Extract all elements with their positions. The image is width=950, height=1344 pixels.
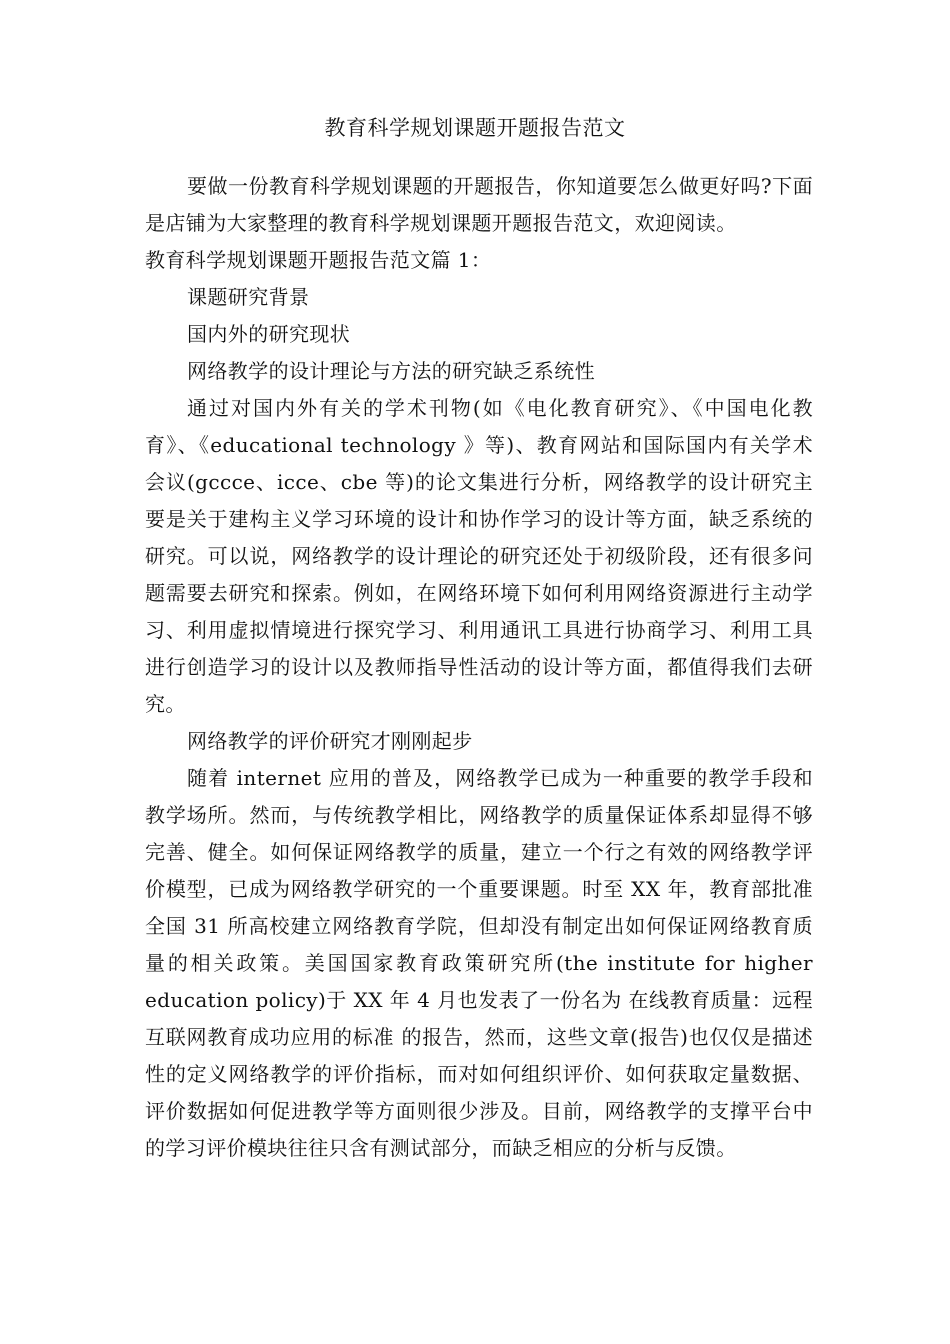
- paragraph-background-heading: 课题研究背景: [187, 285, 310, 309]
- paragraph-evaluation-heading: 网络教学的评价研究才刚刚起步: [187, 729, 473, 753]
- document-title: 教育科学规划课题开题报告范文: [324, 116, 626, 140]
- paragraph-evaluation-body: 随着 internet 应用的普及，网络教学已成为一种重要的教学手段和教学场所。然而，与传统教学相比，网络教学的质量保证体系却显得不够完善、健全。如何保证网络教学的质量，建立一个行之有效的网络教学评价模型，已成为网络教学研究的一个重要课题。时至 XX 年，教育部批准全国 31 所高校建立网络教育学院，但却没有制定出如何保证网络教育质量的相关政策。美国国家教育政策研究所(the institute for higher education policy)于 XX 年 4 月也发表了一份名为 在线教育质量：远程互联网教育成功应用的标准 的报告，然而，这些文章(报告)也仅仅是描述性的定义网络教学的评价指标，而对如何组织评价、如何获取定量数据、评价数据如何促进教学等方面则很少涉及。目前，网络教学的支撑平台中的学习评价模块往往只含有测试部分，而缺乏相应的分析与反馈。: [145, 766, 813, 1160]
- document-body: [145, 168, 813, 1167]
- paragraph-section-heading: 教育科学规划课题开题报告范文篇 1：: [145, 248, 492, 272]
- paragraph-intro: 要做一份教育科学规划课题的开题报告，你知道要怎么做更好吗?下面是店铺为大家整理的教育科学规划课题开题报告范文，欢迎阅读。: [145, 174, 813, 235]
- paragraph-status-heading: 国内外的研究现状: [187, 322, 351, 346]
- paragraph-design-heading: 网络教学的设计理论与方法的研究缺乏系统性: [187, 359, 595, 383]
- paragraph-design-body: 通过对国内外有关的学术刊物(如《电化教育研究》、《中国电化教育》、《educational technology 》等)、教育网站和国际国内有关学术会议(gccce、icce、cbe 等)的论文集进行分析，网络教学的设计研究主要是关于建构主义学习环境的设计和协作学习的设计等方面，缺乏系统的研究。可以说，网络教学的设计理论的研究还处于初级阶段，还有很多问题需要去研究和探索。例如，在网络环境下如何利用网络资源进行主动学习、利用虚拟情境进行探究学习、利用通讯工具进行协商学习、利用工具进行创造学习的设计以及教师指导性活动的设计等方面，都值得我们去研究。: [145, 396, 813, 716]
